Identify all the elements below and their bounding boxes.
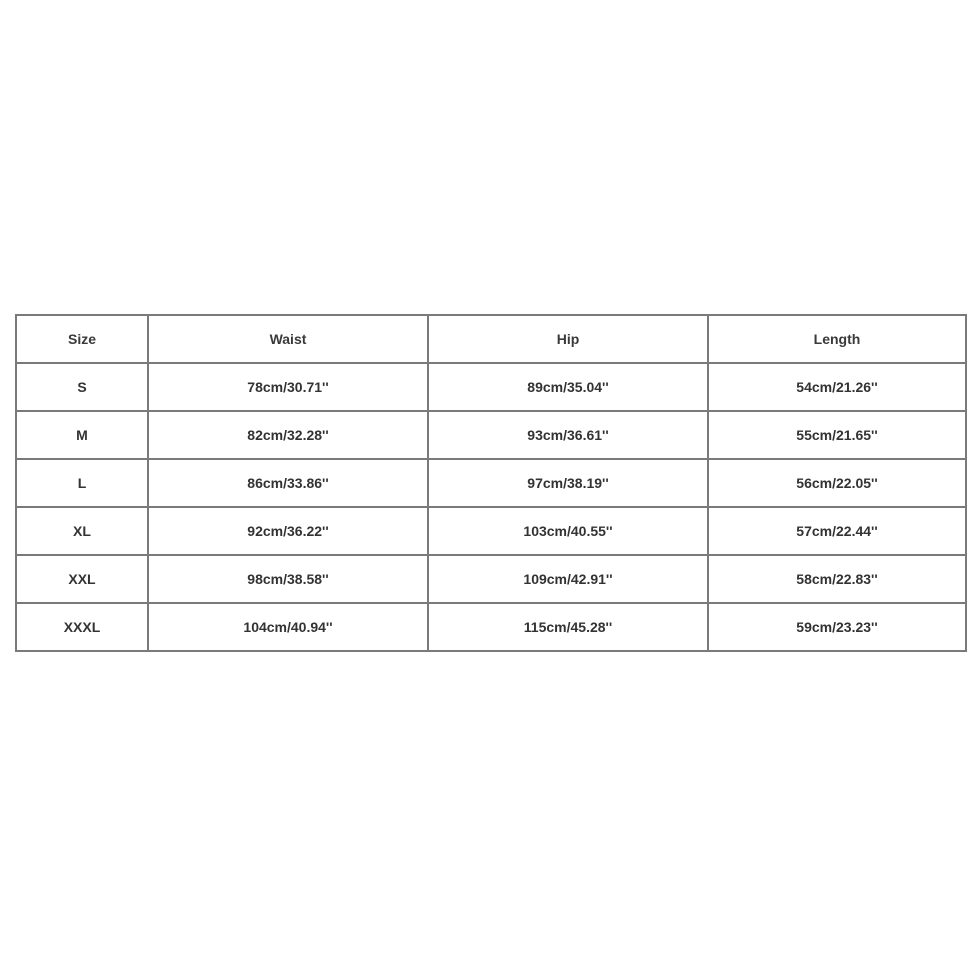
cell-size: XXL [16,555,148,603]
table-header-row [16,315,966,363]
cell-size: S [16,363,148,411]
cell-waist: 82cm/32.28'' [148,411,428,459]
cell-size: M [16,411,148,459]
cell-length: 54cm/21.26'' [708,363,966,411]
header-length: Length [708,315,966,363]
table-row [16,459,966,507]
cell-hip: 97cm/38.19'' [428,459,708,507]
table-row [16,507,966,555]
cell-size: L [16,459,148,507]
cell-hip: 103cm/40.55'' [428,507,708,555]
cell-length: 55cm/21.65'' [708,411,966,459]
cell-hip: 93cm/36.61'' [428,411,708,459]
size-chart-table [15,314,967,652]
cell-hip: 115cm/45.28'' [428,603,708,651]
cell-hip: 109cm/42.91'' [428,555,708,603]
cell-hip: 89cm/35.04'' [428,363,708,411]
header-size: Size [16,315,148,363]
cell-waist: 92cm/36.22'' [148,507,428,555]
cell-length: 56cm/22.05'' [708,459,966,507]
cell-length: 59cm/23.23'' [708,603,966,651]
header-hip: Hip [428,315,708,363]
cell-waist: 86cm/33.86'' [148,459,428,507]
cell-waist: 98cm/38.58'' [148,555,428,603]
cell-waist: 78cm/30.71'' [148,363,428,411]
cell-waist: 104cm/40.94'' [148,603,428,651]
cell-length: 58cm/22.83'' [708,555,966,603]
cell-size: XXXL [16,603,148,651]
table-row [16,555,966,603]
table-row [16,603,966,651]
cell-length: 57cm/22.44'' [708,507,966,555]
table-row [16,411,966,459]
cell-size: XL [16,507,148,555]
table-row [16,363,966,411]
header-waist: Waist [148,315,428,363]
